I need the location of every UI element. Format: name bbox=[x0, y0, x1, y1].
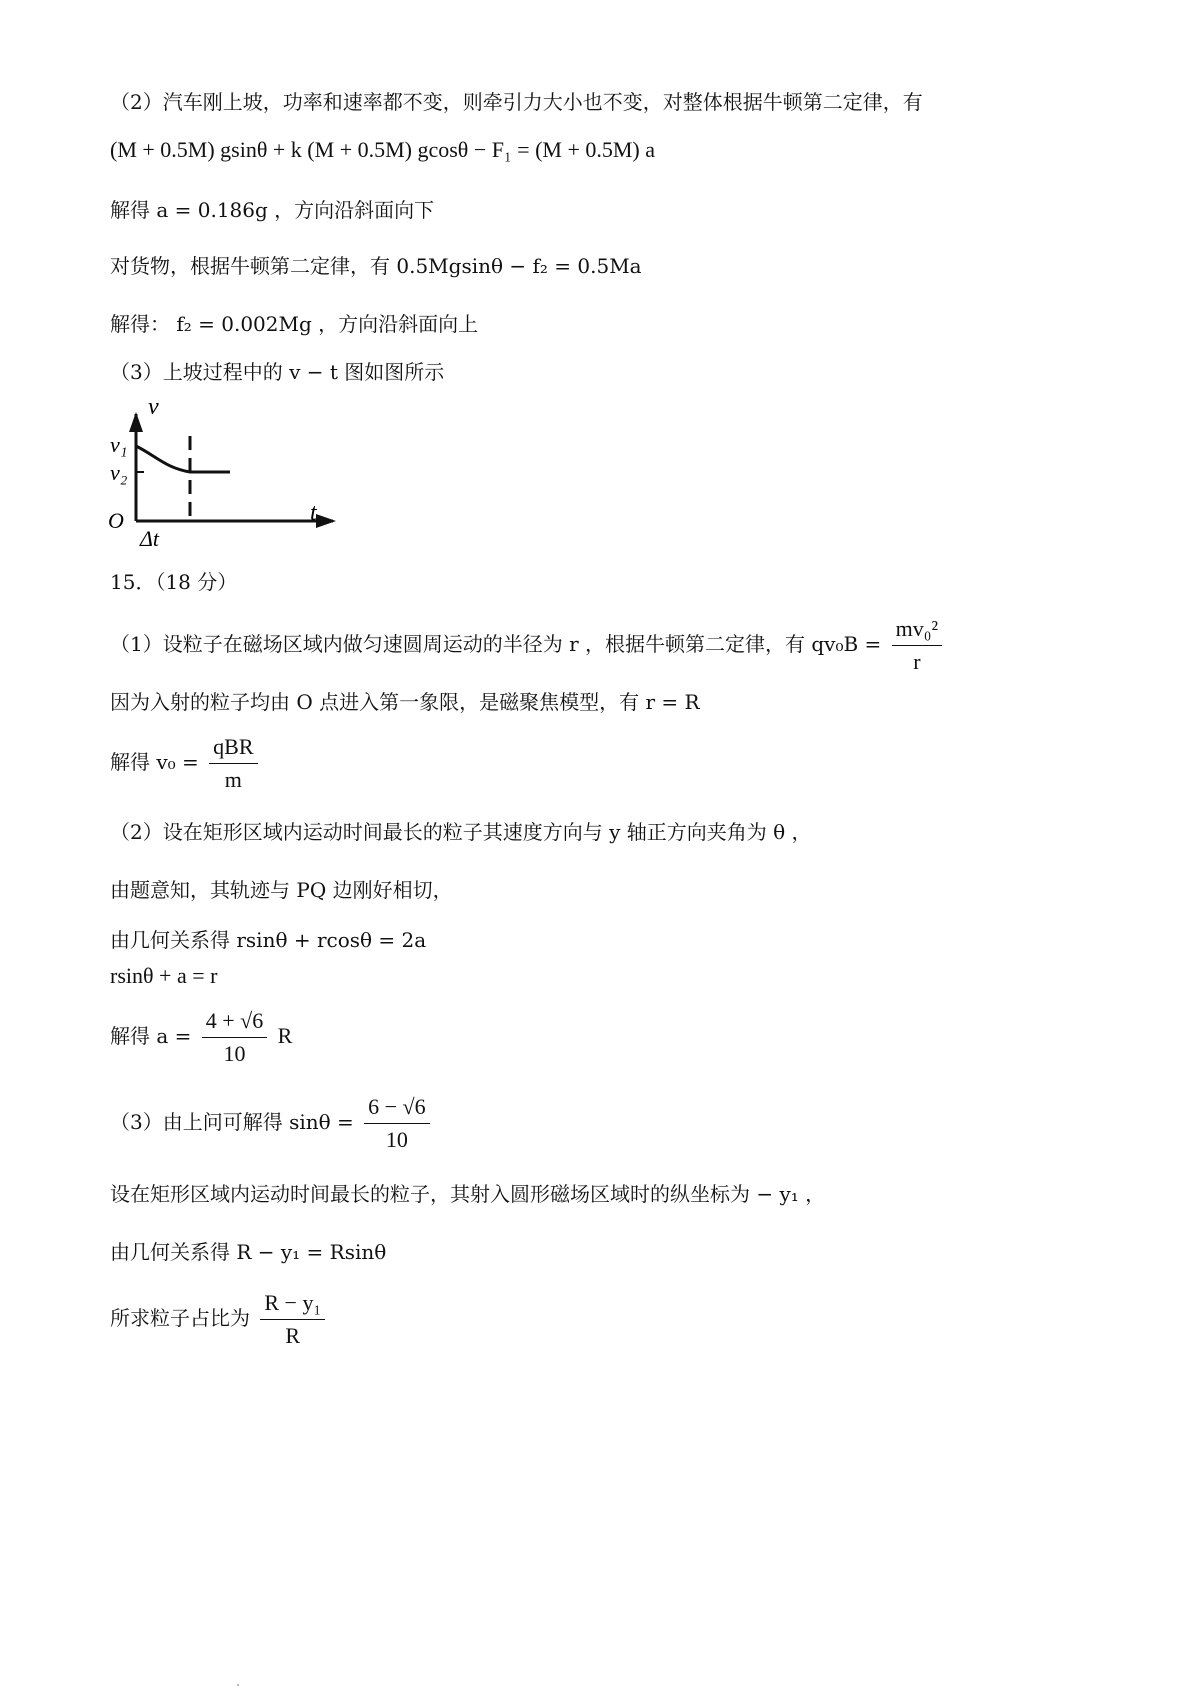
text-line: 解得 a = 0.186g ，方向沿斜面向下 bbox=[110, 198, 435, 222]
text-line-with-fraction bbox=[110, 1290, 329, 1349]
text-line: 设在矩形区域内运动时间最长的粒子，其射入圆形磁场区域时的纵坐标为 − y₁ ， bbox=[110, 1182, 826, 1206]
denominator: m bbox=[224, 767, 242, 792]
text-part: （1）设粒子在磁场区域内做匀速圆周运动的半径为 r ，根据牛顿第二定律，有 qv₀B = bbox=[110, 632, 882, 656]
text-line: 由题意知，其轨迹与 PQ 边刚好相切， bbox=[110, 878, 453, 902]
text-part: （3）由上问可解得 sinθ = bbox=[110, 1110, 354, 1134]
v-curve bbox=[136, 446, 230, 472]
section-heading: 15．（18 分） bbox=[110, 570, 238, 594]
text-line-with-fraction bbox=[110, 616, 946, 675]
fraction bbox=[202, 1008, 267, 1067]
text-line-with-fraction bbox=[110, 734, 262, 793]
dt-label: Δt bbox=[140, 526, 160, 551]
equation-line: (M + 0.5M) gsinθ + k (M + 0.5M) gcosθ − F₁ = (M + 0.5M) a bbox=[110, 137, 656, 162]
text-part: 解得 v₀ = bbox=[110, 750, 199, 774]
numerator: qBR bbox=[209, 734, 257, 764]
text-line: （3）上坡过程中的 v − t 图如图所示 bbox=[110, 360, 445, 384]
text-part: R bbox=[277, 1023, 293, 1048]
text-line: 因为入射的粒子均由 O 点进入第一象限，是磁聚焦模型，有 r = R bbox=[110, 690, 700, 714]
numerator: 4 + √6 bbox=[202, 1008, 267, 1038]
text-part: 所求粒子占比为 bbox=[110, 1306, 250, 1330]
text-line: 对货物，根据牛顿第二定律，有 0.5Mgsinθ − f₂ = 0.5Ma bbox=[110, 254, 642, 278]
denominator: r bbox=[913, 649, 921, 674]
text-line-with-fraction bbox=[110, 1008, 292, 1067]
v-axis-label: v bbox=[148, 394, 159, 420]
t-axis-label: t bbox=[310, 500, 317, 526]
text-line-with-fraction bbox=[110, 1094, 434, 1153]
v1-label: v₁ bbox=[110, 432, 128, 457]
text-line: （2）设在矩形区域内运动时间最长的粒子其速度方向与 y 轴正方向夹角为 θ ， bbox=[110, 820, 812, 844]
fraction bbox=[260, 1290, 325, 1349]
text-line: 由几何关系得 rsinθ + rcosθ = 2a bbox=[110, 928, 427, 952]
fraction bbox=[364, 1094, 429, 1153]
equation-line: rsinθ + a = r bbox=[110, 963, 218, 988]
numerator: mv₀² bbox=[892, 616, 942, 646]
numerator: R − y₁ bbox=[260, 1290, 325, 1320]
scan-speck bbox=[237, 1684, 239, 1686]
denominator: 10 bbox=[223, 1041, 246, 1066]
denominator: 10 bbox=[385, 1127, 408, 1152]
origin-label: O bbox=[108, 508, 124, 533]
numerator: 6 − √6 bbox=[364, 1094, 429, 1124]
v-axis-arrow bbox=[129, 412, 143, 432]
fraction bbox=[209, 734, 257, 793]
text-part: 解得 a = bbox=[110, 1024, 192, 1048]
text-line: 由几何关系得 R − y₁ = Rsinθ bbox=[110, 1240, 387, 1264]
text-line: （2）汽车刚上坡，功率和速率都不变，则牵引力大小也不变，对整体根据牛顿第二定律，有 bbox=[110, 90, 923, 114]
t-axis-arrow bbox=[316, 514, 336, 528]
v2-label: v₂ bbox=[110, 460, 128, 485]
fraction bbox=[892, 616, 942, 675]
text-line: 解得： f₂ = 0.002Mg ，方向沿斜面向上 bbox=[110, 312, 479, 336]
denominator: R bbox=[285, 1323, 301, 1348]
